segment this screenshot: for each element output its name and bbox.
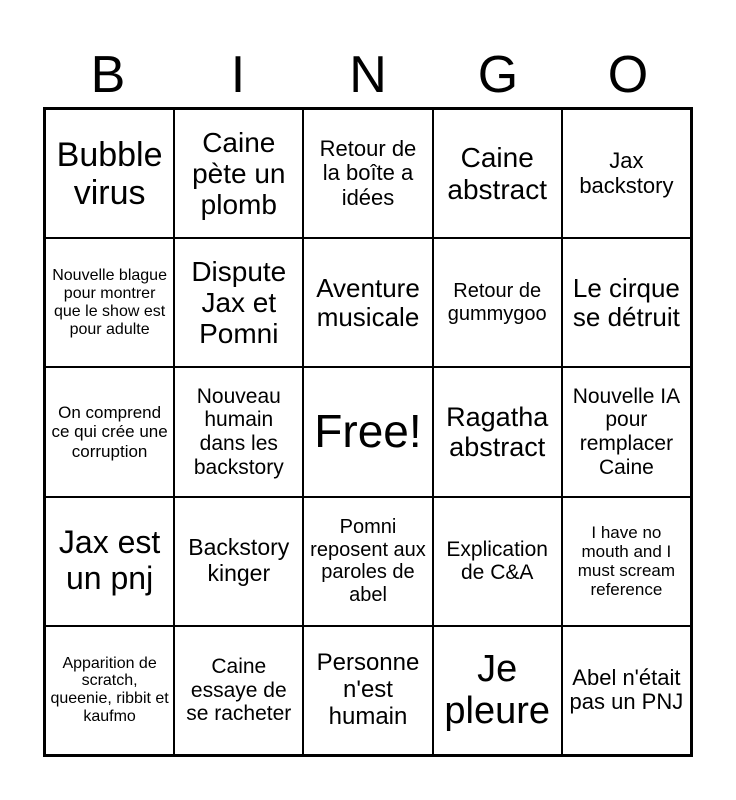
bingo-cell[interactable]: Caine pète un plomb xyxy=(174,109,303,238)
bingo-cell[interactable]: Bubble virus xyxy=(45,109,174,238)
header-letter-g: G xyxy=(477,46,519,104)
bingo-cell[interactable]: Backstory kinger xyxy=(174,497,303,626)
bingo-cell[interactable]: Aventure musicale xyxy=(303,238,432,367)
header-letter-i: I xyxy=(230,46,246,104)
bingo-cell[interactable]: Le cirque se détruit xyxy=(562,238,691,367)
bingo-cell[interactable]: Nouveau humain dans les backstory xyxy=(174,367,303,496)
free-space-cell[interactable]: Free! xyxy=(303,367,432,496)
bingo-cell[interactable]: Personne n'est humain xyxy=(303,626,432,755)
bingo-grid xyxy=(43,107,693,757)
bingo-cell[interactable]: Jax est un pnj xyxy=(45,497,174,626)
bingo-cell[interactable]: Explication de C&A xyxy=(433,497,562,626)
bingo-cell[interactable]: Nouvelle IA pour remplacer Caine xyxy=(562,367,691,496)
bingo-cell[interactable]: Caine abstract xyxy=(433,109,562,238)
bingo-cell[interactable]: Retour de gummygoo xyxy=(433,238,562,367)
bingo-cell[interactable]: Je pleure xyxy=(433,626,562,755)
bingo-cell[interactable]: Nouvelle blague pour montrer que le show est pour adulte xyxy=(45,238,174,367)
bingo-cell[interactable]: I have no mouth and I must scream reference xyxy=(562,497,691,626)
bingo-cell[interactable]: Dispute Jax et Pomni xyxy=(174,238,303,367)
header-letter-o: O xyxy=(607,46,649,104)
bingo-cell[interactable]: On comprend ce qui crée une corruption xyxy=(45,367,174,496)
bingo-cell[interactable]: Jax backstory xyxy=(562,109,691,238)
bingo-cell[interactable]: Caine essaye de se racheter xyxy=(174,626,303,755)
bingo-header xyxy=(43,44,693,106)
header-letter-n: N xyxy=(349,46,387,104)
header-letter-b: B xyxy=(90,46,126,104)
bingo-cell[interactable]: Abel n'était pas un PNJ xyxy=(562,626,691,755)
bingo-cell[interactable]: Retour de la boîte a idées xyxy=(303,109,432,238)
bingo-cell[interactable]: Apparition de scratch, queenie, ribbit et kaufmo xyxy=(45,626,174,755)
bingo-cell[interactable]: Pomni reposent aux paroles de abel xyxy=(303,497,432,626)
bingo-cell[interactable]: Ragatha abstract xyxy=(433,367,562,496)
